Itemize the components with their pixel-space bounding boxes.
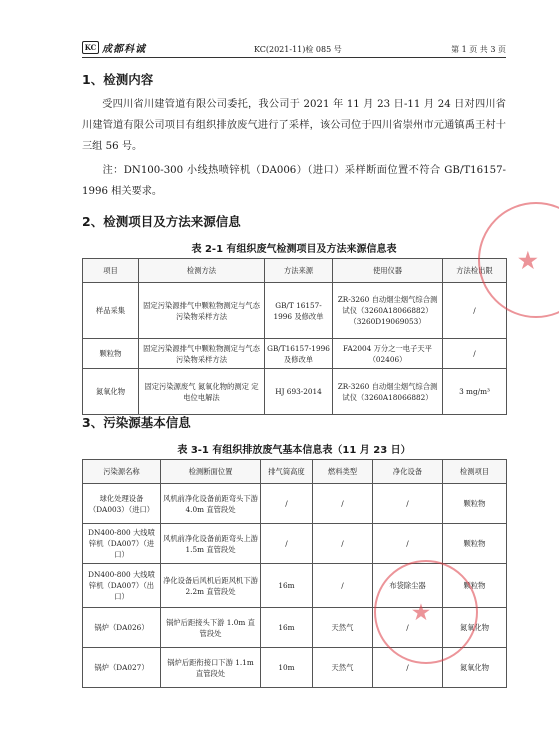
equipment-cell: / (373, 648, 443, 688)
height-cell: 10m (261, 648, 313, 688)
fuel-cell: / (313, 484, 373, 524)
detection-item-cell: 颗粒物 (443, 524, 507, 564)
table-row (83, 369, 507, 415)
height-cell: 16m (261, 608, 313, 648)
section-1-note-text: 注：DN100-300 小线热喷锌机（DA006）（进口）采样断面位置不符合 GB/T16157-1996 相关要求。 (82, 165, 506, 197)
limit-cell: / (443, 283, 507, 339)
item-cell: 颗粒物 (83, 339, 139, 369)
detection-methods-table (82, 258, 507, 415)
fuel-cell: / (313, 564, 373, 608)
equipment-cell: / (373, 524, 443, 564)
instrument-cell: ZR-3260 自动烟尘烟气综合测试仪（3260A18066882） (333, 369, 443, 415)
source-name-cell: DN400-800 大线喷锌机（DA007）（出口） (83, 564, 161, 608)
header-divider (82, 57, 506, 58)
column-header: 方法来源 (265, 259, 333, 283)
detection-item-cell: 氮氧化物 (443, 648, 507, 688)
equipment-cell: 布袋除尘器 (373, 564, 443, 608)
column-header: 检测项目 (443, 460, 507, 484)
column-header: 项目 (83, 259, 139, 283)
height-cell: / (261, 524, 313, 564)
source-cell: HJ 693-2014 (265, 369, 333, 415)
page-header (82, 40, 506, 56)
column-header: 方法检出限 (443, 259, 507, 283)
instrument-cell: ZR-3260 自动烟尘烟气综合测试仪（3260A18066882）（3260D19069053） (333, 283, 443, 339)
document-number: KC(2021-11)检 085 号 (254, 45, 342, 54)
column-header: 燃料类型 (313, 460, 373, 484)
source-name-cell: DN400-800 大线喷锌机（DA007）（进口） (83, 524, 161, 564)
detection-item-cell: 氮氧化物 (443, 608, 507, 648)
item-cell: 氮氧化物 (83, 369, 139, 415)
seal-star-icon: ★ (518, 248, 538, 274)
table-row (83, 339, 507, 369)
section-1-note (82, 160, 506, 202)
company-logo (82, 40, 146, 55)
source-name-cell: 球化处理设备（DA003）（进口） (83, 484, 161, 524)
page-number: 第 1 页 共 3 页 (451, 45, 506, 54)
logo-text: 成都科诚 (102, 44, 146, 55)
table-3-1-caption: 表 3-1 有组织排放废气基本信息表（11 月 23 日） (177, 445, 411, 456)
detection-item-cell: 颗粒物 (443, 484, 507, 524)
position-cell: 锅炉后距接头下游 1.0m 直管段处 (161, 608, 261, 648)
position-cell: 净化设备后风机后距风机下游 2.2m 直管段处 (161, 564, 261, 608)
height-cell: 16m (261, 564, 313, 608)
item-cell: 样品采集 (83, 283, 139, 339)
section-1-title: 1、检测内容 (82, 72, 154, 87)
table-2-1-caption: 表 2-1 有组织废气检测项目及方法来源信息表 (191, 244, 397, 255)
section-2-title: 2、检测项目及方法来源信息 (82, 214, 241, 229)
source-cell: GB/T16157-1996 及修改单 (265, 339, 333, 369)
source-name-cell: 锅炉（DA026） (83, 608, 161, 648)
table-row (83, 484, 507, 524)
fuel-cell: 天然气 (313, 608, 373, 648)
column-header: 检测断面位置 (161, 460, 261, 484)
column-header: 净化设备 (373, 460, 443, 484)
table-row (83, 283, 507, 339)
source-name-cell: 锅炉（DA027） (83, 648, 161, 688)
seal-star-icon: ★ (412, 600, 430, 624)
instrument-cell: FA2004 万分之一电子天平（02406） (333, 339, 443, 369)
fuel-cell: 天然气 (313, 648, 373, 688)
limit-cell: / (443, 339, 507, 369)
section-1-paragraph (82, 94, 506, 157)
limit-cell: 3 mg/m³ (443, 369, 507, 415)
position-cell: 风机前净化设备前距弯头上游 1.5m 直管段处 (161, 524, 261, 564)
table-row (83, 524, 507, 564)
fuel-cell: / (313, 524, 373, 564)
column-header: 污染源名称 (83, 460, 161, 484)
position-cell: 风机前净化设备前距弯头下游 4.0m 直管段处 (161, 484, 261, 524)
equipment-cell: / (373, 608, 443, 648)
equipment-cell: / (373, 484, 443, 524)
section-3-title: 3、污染源基本信息 (82, 415, 191, 430)
column-header: 使用仪器 (333, 259, 443, 283)
position-cell: 锅炉后距衔接口下游 1.1m 直管段处 (161, 648, 261, 688)
inspection-seal-stamp (374, 560, 478, 664)
source-cell: GB/T 16157-1996 及修改单 (265, 283, 333, 339)
height-cell: / (261, 484, 313, 524)
section-1-text: 受四川省川建管道有限公司委托，我公司于 2021 年 11 月 23 日-11 月 24 日对四川省川建管道有限公司项目有组织排放废气进行了采样，该公司位于四川省崇州市元通镇禹王村十三组 56 号。 (82, 99, 506, 152)
logo-mark: KC (82, 41, 99, 54)
method-cell: 固定污染源排气中颗粒物测定与气态污染物采样方法 (139, 283, 265, 339)
column-header: 排气筒高度 (261, 460, 313, 484)
method-cell: 固定污染源废气 氮氧化物的测定 定电位电解法 (139, 369, 265, 415)
detection-item-cell: 颗粒物 (443, 564, 507, 608)
column-header: 检测方法 (139, 259, 265, 283)
method-cell: 固定污染源排气中颗粒物测定与气态污染物采样方法 (139, 339, 265, 369)
